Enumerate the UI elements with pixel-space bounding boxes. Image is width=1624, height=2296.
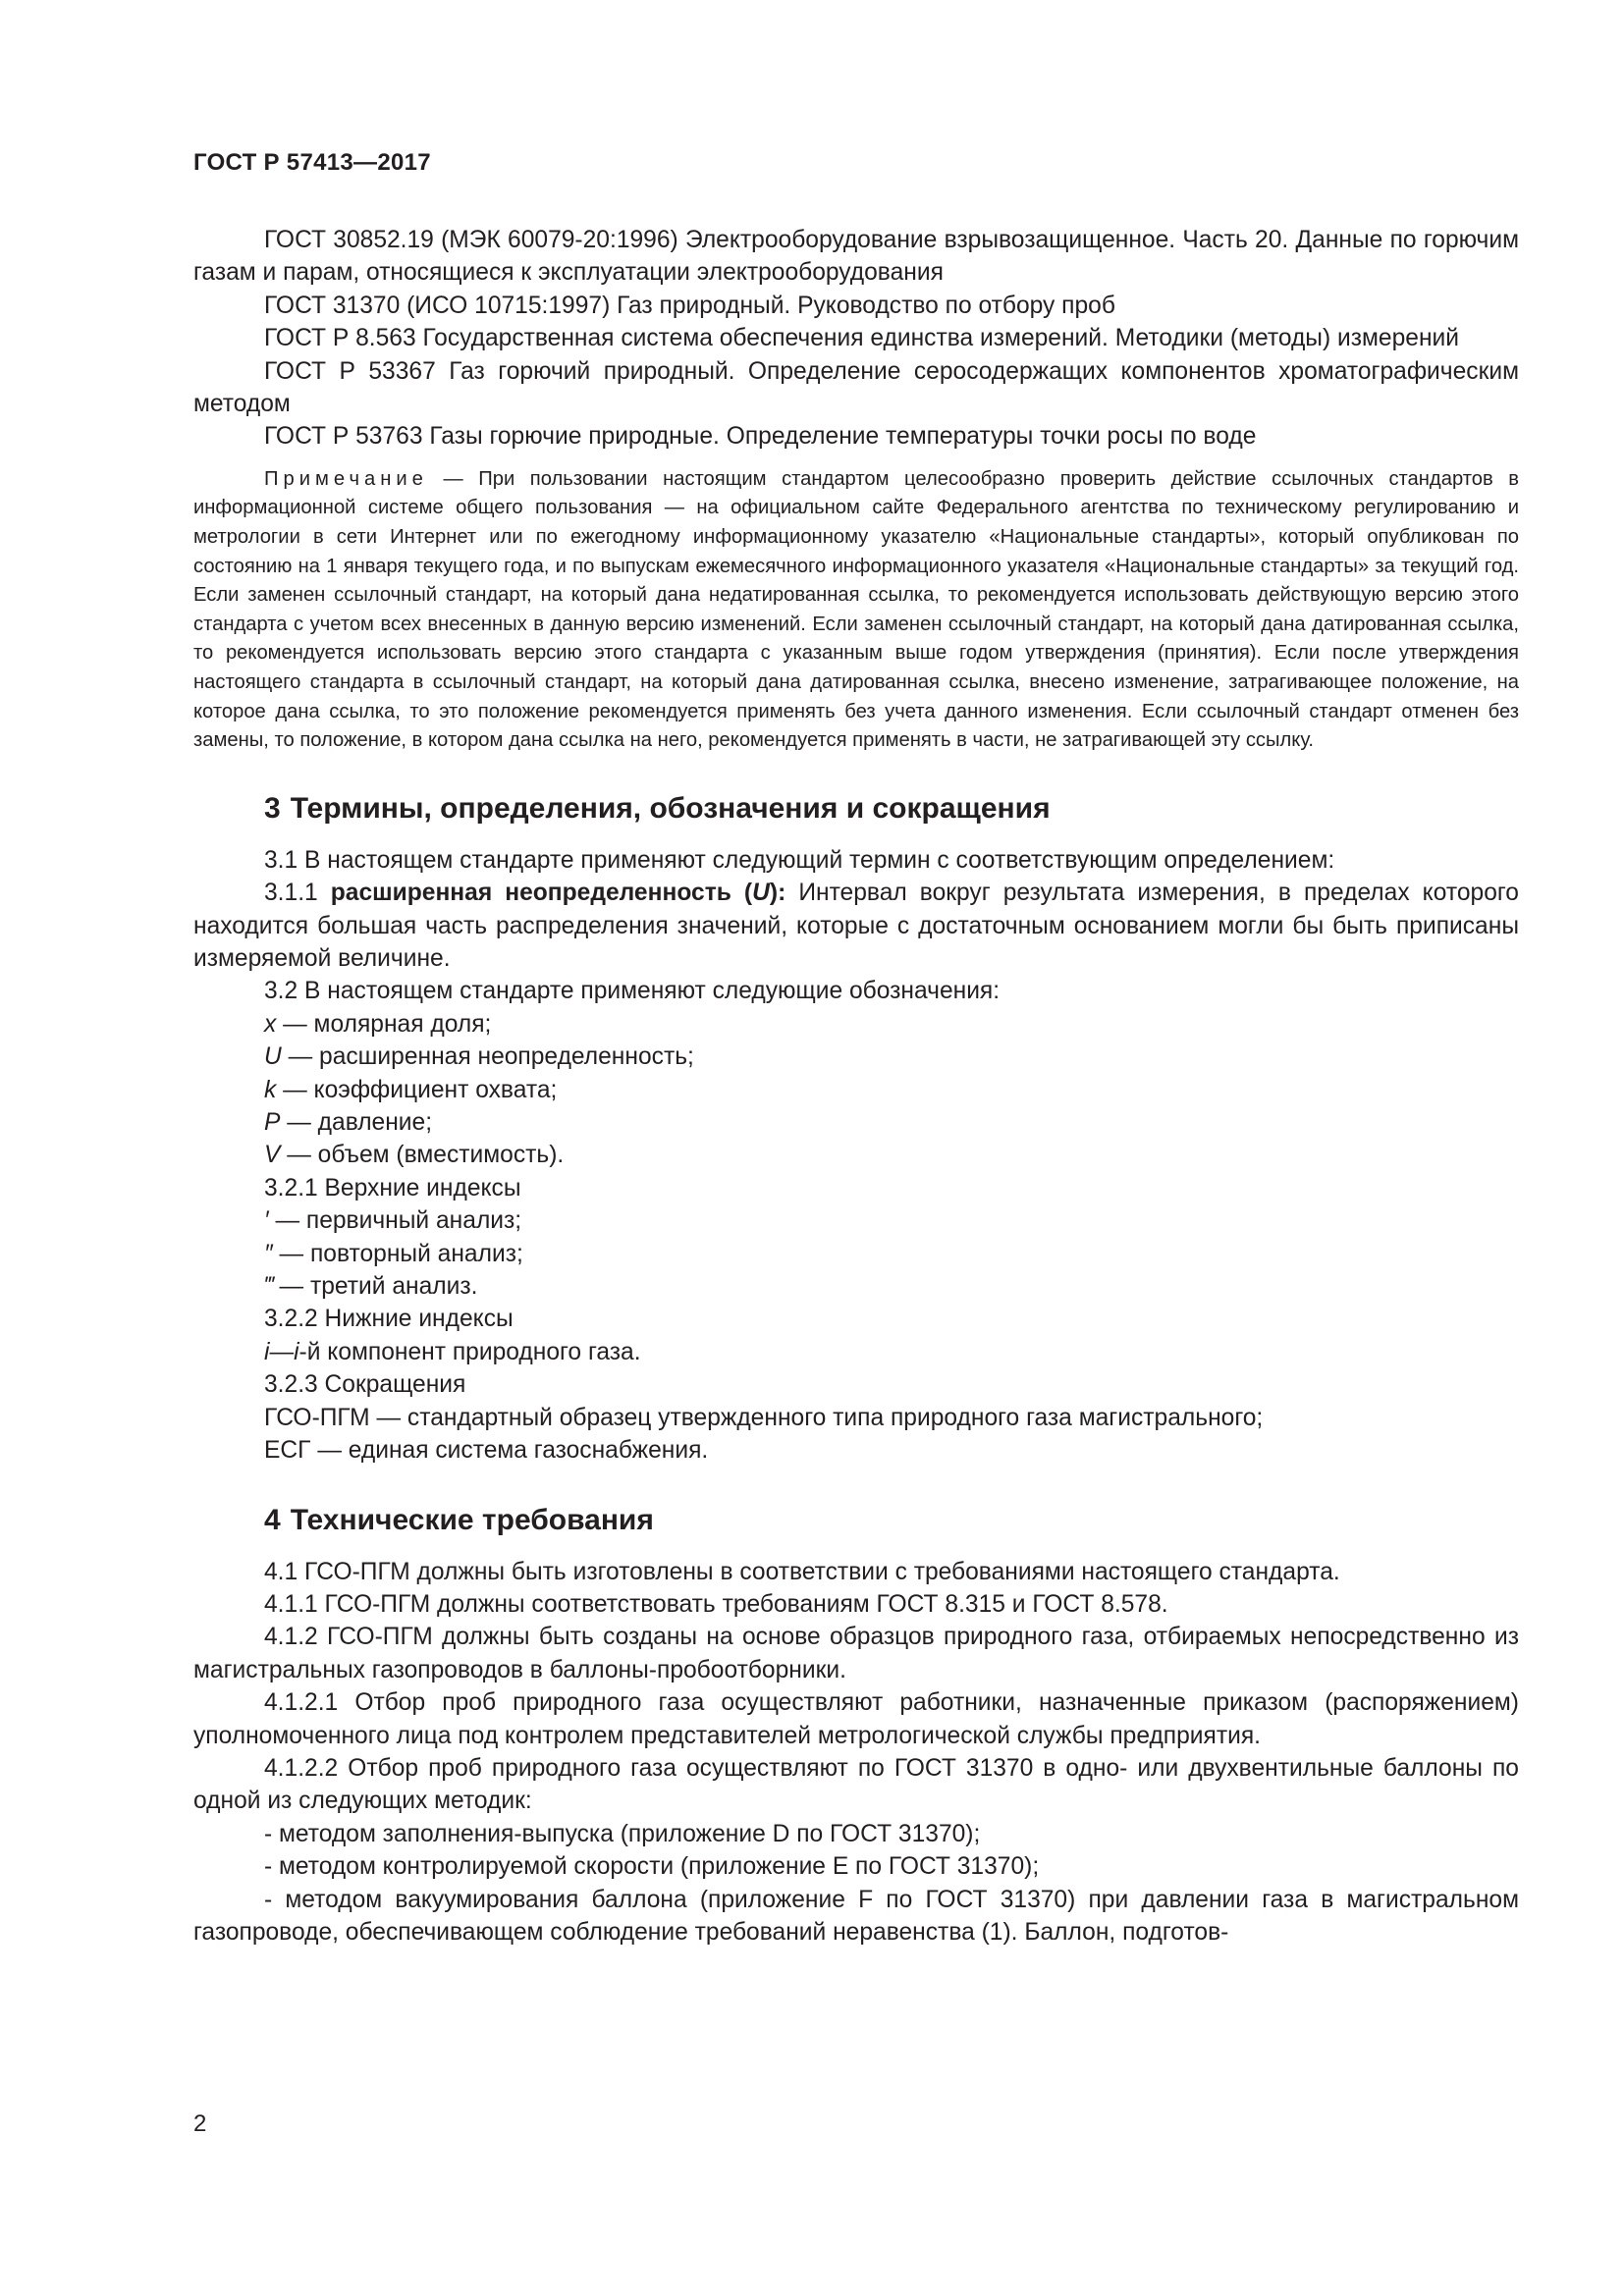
reference-item: ГОСТ 31370 (ИСО 10715:1997) Газ природный. Руководство по отбору проб <box>264 292 1115 319</box>
symbol-item <box>193 1008 1519 1041</box>
note-paragraph <box>193 465 1519 756</box>
reference-item: ГОСТ Р 8.563 Государственная система обеспечения единства измерений. Методики (методы) измерений <box>264 325 1460 352</box>
subscript-symbol-2: i <box>294 1338 299 1365</box>
symbol: U <box>264 1043 282 1071</box>
superscript-symbol: ‴ <box>264 1273 273 1301</box>
subscript-symbol: i <box>264 1338 270 1365</box>
reference-item: ГОСТ Р 53763 Газы горючие природные. Определение температуры точки росы по воде <box>264 423 1257 451</box>
term-name: расширенная неопределенность ( <box>330 880 753 907</box>
section-4-number: 4 <box>264 1503 281 1536</box>
section-3-heading <box>264 789 1519 828</box>
section-3-title: Термины, определения, обозначения и сокращения <box>290 791 1051 825</box>
clause-4-1-2-2: 4.1.2.2 Отбор проб природного газа осуществляют по ГОСТ 31370 в одно- или двухвентильные баллоны по одной из следующих методик: <box>193 1754 1519 1815</box>
superscript-desc: — повторный анализ; <box>272 1240 523 1267</box>
symbol-desc: — объем (вместимость). <box>280 1142 565 1169</box>
clause-3-2: 3.2 В настоящем стандарте применяют следующие обозначения: <box>264 978 1001 1005</box>
symbol: V <box>264 1142 281 1169</box>
clause-3-1-1 <box>193 877 1519 975</box>
clause-3-1: 3.1 В настоящем стандарте применяют следующий термин с соответствующим определением: <box>264 846 1335 874</box>
symbol: k <box>264 1076 277 1103</box>
superscript-item <box>193 1238 1519 1270</box>
symbol-item <box>193 1074 1519 1106</box>
method-item: - методом заполнения-выпуска (приложение D по ГОСТ 31370); <box>264 1820 981 1847</box>
symbol-desc: — коэффициент охвата; <box>276 1076 558 1103</box>
clause-4-1-2: 4.1.2 ГСО-ПГМ должны быть созданы на основе образцов природного газа, отбираемых непосредственно из магистральных газопроводов в баллоны-пробоотборники. <box>193 1624 1519 1683</box>
clause-3-2-3: 3.2.3 Сокращения <box>264 1371 466 1399</box>
symbol-desc: — давление; <box>280 1109 433 1137</box>
page-number: 2 <box>193 2110 207 2137</box>
subscript-desc: -й компонент природного газа. <box>298 1338 641 1365</box>
page-content <box>193 224 1519 1949</box>
superscript-item <box>193 1204 1519 1237</box>
note-text: — При пользовании настоящим стандартом целесообразно проверить действие ссылочных стандартов в информационной системе общего пользования — на официальном сайте Федерального агентства по техническому регулированию и метрологии в сети Интернет или по ежегодному информационному указателю «Национальные стандарты», который опубликован по состоянию на 1 января текущего года, и по выпускам ежемесячного информационного указателя «Национальные стандарты» за текущий год. Если заменен ссылочный стандарт, на который дана недатированная ссылка, то рекомендуется использовать действующую версию этого стандарта с учетом всех внесенных в данную версию изменений. Если заменен ссылочный стандарт, на который дана датированная ссылка, то рекомендуется использовать версию этого стандарта с указанным выше годом утверждения (принятия). Если после утверждения настоящего стандарта в ссылочный стандарт, на который дана датированная ссылка, внесено изменение, затрагивающее положение, на которое дана ссылка, то это положение рекомендуется применять без учета данного изменения. Если ссылочный стандарт отменен без замены, то положение, в котором дана ссылка на него, рекомендуется применять в части, не затрагивающей эту ссылку. <box>193 467 1519 752</box>
symbol: x <box>264 1010 277 1038</box>
subscript-item <box>193 1336 1519 1368</box>
symbol: P <box>264 1109 281 1137</box>
clause-4-1-2-1: 4.1.2.1 Отбор проб природного газа осуществляют работники, назначенные приказом (распоряжением) уполномоченного лица под контролем представителей метрологической службы предприятия. <box>193 1689 1519 1749</box>
superscript-item <box>193 1270 1519 1303</box>
abbreviation-item: ЕСГ — единая система газоснабжения. <box>264 1437 709 1465</box>
note-label: Примечание <box>264 467 428 490</box>
clause-4-1: 4.1 ГСО-ПГМ должны быть изготовлены в соответствии с требованиями настоящего стандарта. <box>264 1558 1340 1585</box>
symbol-item <box>193 1139 1519 1171</box>
section-4-title: Технические требования <box>290 1503 654 1536</box>
method-item: - методом контролируемой скорости (приложение Е по ГОСТ 31370); <box>264 1853 1040 1881</box>
superscript-desc: — первичный анализ; <box>268 1207 522 1235</box>
abbreviation-item: ГСО-ПГМ — стандартный образец утвержденного типа природного газа магистрального; <box>264 1404 1264 1431</box>
term-name-end: ): <box>769 880 786 907</box>
subscript-dash: — <box>269 1338 295 1365</box>
term-definition: Интервал вокруг результата измерения, в пределах которого находится большая часть распределения значений, которые с достаточным основанием могли бы быть приписаны измеряемой величине. <box>193 880 1519 972</box>
clause-3-1-1-number: 3.1.1 <box>264 880 331 907</box>
symbol-item <box>193 1106 1519 1139</box>
reference-item: ГОСТ 30852.19 (МЭК 60079-20:1996) Электрооборудование взрывозащищенное. Часть 20. Данные по горючим газам и парам, относящиеся к эксплуатации электрооборудования <box>193 227 1519 287</box>
reference-item: ГОСТ Р 53367 Газ горючий природный. Определение серосодержащих компонентов хроматографическим методом <box>193 357 1519 418</box>
clause-3-2-2: 3.2.2 Нижние индексы <box>264 1306 514 1333</box>
superscript-desc: — третий анализ. <box>272 1273 478 1301</box>
term-symbol: U <box>752 880 770 907</box>
superscript-symbol: ′ <box>264 1207 269 1235</box>
symbol-desc: — расширенная неопределенность; <box>281 1043 694 1071</box>
symbol-desc: — молярная доля; <box>276 1010 492 1038</box>
clause-3-2-1: 3.2.1 Верхние индексы <box>264 1174 521 1201</box>
clause-4-1-1: 4.1.1 ГСО-ПГМ должны соответствовать требованиям ГОСТ 8.315 и ГОСТ 8.578. <box>264 1590 1168 1618</box>
superscript-symbol: ″ <box>264 1240 273 1267</box>
symbol-item <box>193 1041 1519 1073</box>
section-4-heading <box>264 1501 1519 1540</box>
document-number-header: ГОСТ Р 57413—2017 <box>193 149 431 176</box>
section-3-number: 3 <box>264 791 281 825</box>
method-item: - методом вакуумирования баллона (приложение F по ГОСТ 31370) при давлении газа в магистральном газопроводе, обеспечивающем соблюдение требований неравенства (1). Баллон, подготов- <box>193 1886 1519 1946</box>
